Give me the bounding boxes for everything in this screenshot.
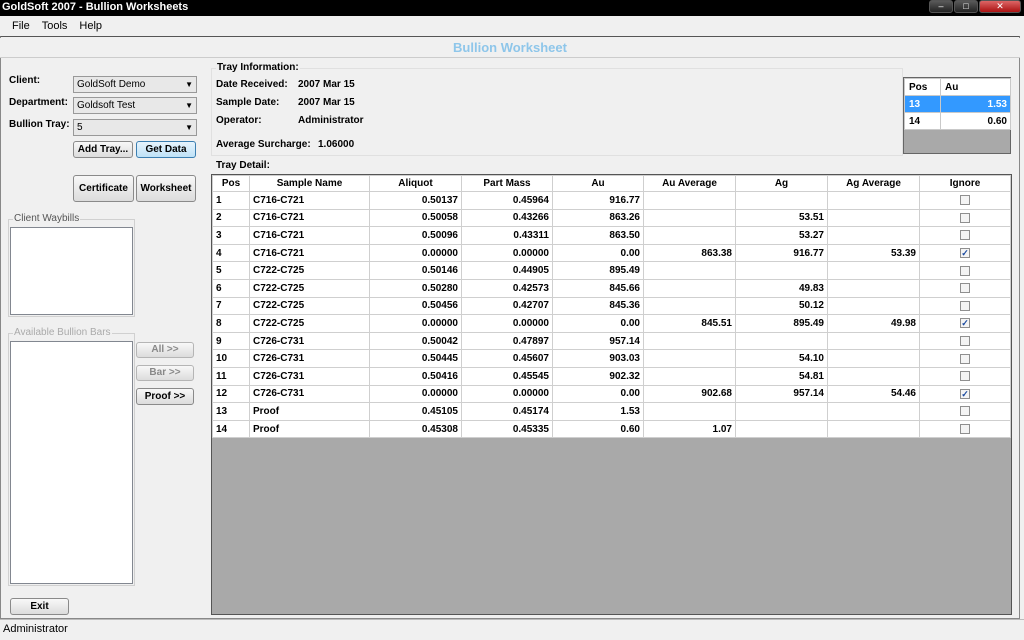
ignore-checkbox[interactable]: ✓	[961, 388, 969, 399]
cell-pos: 10	[213, 350, 250, 368]
column-header-ag-average[interactable]: Ag Average	[828, 176, 920, 192]
cell-pos: 14	[213, 420, 250, 438]
window-controls	[929, 0, 1021, 14]
cell-au: 863.26	[553, 209, 644, 227]
average-surcharge-label: Average Surcharge:	[216, 139, 311, 150]
pos-au-cell: 1.53	[941, 96, 1011, 113]
status-bar	[0, 619, 1024, 640]
worksheet-button[interactable]: Worksheet	[136, 175, 196, 202]
cell-aliquot: 0.50456	[370, 297, 462, 315]
cell-au-average	[644, 192, 736, 210]
tray-information-title: Tray Information:	[217, 62, 299, 73]
pos-au-row[interactable]	[905, 113, 1011, 130]
column-header-au[interactable]: Au	[553, 176, 644, 192]
table-row[interactable]	[213, 297, 1011, 315]
cell-au-average	[644, 227, 736, 245]
cell-aliquot: 0.00000	[370, 385, 462, 403]
cell-part-mass: 0.47897	[462, 332, 553, 350]
bullion-tray-label: Bullion Tray:	[9, 119, 70, 130]
cell-ag-average	[828, 262, 920, 280]
cell-au: 0.00	[553, 315, 644, 333]
client-select[interactable]	[73, 76, 197, 93]
cell-ignore[interactable]	[920, 315, 1011, 333]
cell-ag-average	[828, 403, 920, 421]
table-row[interactable]	[213, 315, 1011, 333]
client-label: Client:	[9, 75, 41, 86]
cell-pos: 11	[213, 367, 250, 385]
cell-ag: 53.27	[736, 227, 828, 245]
cell-ag	[736, 262, 828, 280]
column-header-au-average[interactable]: Au Average	[644, 176, 736, 192]
cell-part-mass: 0.42573	[462, 279, 553, 297]
cell-pos: 12	[213, 385, 250, 403]
status-text: Administrator	[3, 623, 68, 635]
table-row[interactable]	[213, 279, 1011, 297]
cell-ignore[interactable]	[920, 279, 1011, 297]
cell-sample-name: C726-C731	[250, 332, 370, 350]
ignore-checkbox[interactable]	[960, 336, 970, 346]
cell-aliquot: 0.50445	[370, 350, 462, 368]
cell-sample-name: C716-C721	[250, 227, 370, 245]
cell-sample-name: C716-C721	[250, 192, 370, 210]
cell-ag: 54.10	[736, 350, 828, 368]
client-select-value: GoldSoft Demo	[77, 79, 146, 90]
average-surcharge-value: 1.06000	[318, 139, 355, 150]
sample-date-value: 2007 Mar 15	[298, 97, 355, 108]
cell-au-average: 902.68	[644, 385, 736, 403]
cell-sample-name: C722-C725	[250, 297, 370, 315]
ignore-checkbox[interactable]	[960, 371, 970, 381]
column-header-ignore[interactable]: Ignore	[920, 176, 1011, 192]
bullion-tray-select[interactable]	[73, 119, 197, 136]
cell-ag	[736, 332, 828, 350]
cell-ag-average	[828, 297, 920, 315]
add-tray-button[interactable]: Add Tray...	[73, 141, 133, 158]
add-proof-button[interactable]: Proof >>	[136, 388, 194, 405]
cell-ignore[interactable]	[920, 350, 1011, 368]
cell-ignore[interactable]	[920, 192, 1011, 210]
cell-ag-average	[828, 192, 920, 210]
column-header-aliquot[interactable]: Aliquot	[370, 176, 462, 192]
certificate-button[interactable]: Certificate	[73, 175, 134, 202]
exit-button[interactable]: Exit	[10, 598, 69, 615]
table-row[interactable]	[213, 403, 1011, 421]
cell-sample-name: C716-C721	[250, 209, 370, 227]
cell-ignore[interactable]	[920, 209, 1011, 227]
cell-aliquot: 0.50137	[370, 192, 462, 210]
cell-part-mass: 0.45545	[462, 367, 553, 385]
cell-au: 0.60	[553, 420, 644, 438]
column-header-ag[interactable]: Ag	[736, 176, 828, 192]
ignore-checkbox[interactable]	[960, 195, 970, 205]
ignore-checkbox[interactable]	[960, 230, 970, 240]
cell-aliquot: 0.50416	[370, 367, 462, 385]
minimize-button[interactable]: –	[929, 0, 953, 13]
cell-ignore[interactable]	[920, 385, 1011, 403]
bullion-bars-list[interactable]	[10, 341, 133, 584]
all-bars-button[interactable]: All >>	[136, 342, 194, 358]
ignore-checkbox[interactable]	[960, 266, 970, 276]
cell-au: 845.36	[553, 297, 644, 315]
cell-ag: 895.49	[736, 315, 828, 333]
chevron-down-icon: ▼	[185, 80, 193, 89]
cell-ag-average: 53.39	[828, 244, 920, 262]
table-row[interactable]	[213, 244, 1011, 262]
window-title: GoldSoft 2007 - Bullion Worksheets	[2, 1, 189, 13]
cell-pos: 2	[213, 209, 250, 227]
cell-au-average	[644, 350, 736, 368]
cell-pos: 8	[213, 315, 250, 333]
cell-part-mass: 0.43311	[462, 227, 553, 245]
menu-file[interactable]: File	[12, 20, 30, 32]
cell-au-average	[644, 279, 736, 297]
cell-au: 895.49	[553, 262, 644, 280]
cell-sample-name: C726-C731	[250, 367, 370, 385]
pos-au-cell: 13	[905, 96, 941, 113]
cell-aliquot: 0.45105	[370, 403, 462, 421]
pos-au-header-pos: Pos	[905, 79, 941, 96]
cell-ag: 50.12	[736, 297, 828, 315]
cell-au-average	[644, 403, 736, 421]
cell-sample-name: C722-C725	[250, 315, 370, 333]
ignore-checkbox[interactable]	[960, 406, 970, 416]
cell-au-average: 1.07	[644, 420, 736, 438]
cell-aliquot: 0.00000	[370, 315, 462, 333]
cell-ag-average: 54.46	[828, 385, 920, 403]
cell-ag-average	[828, 350, 920, 368]
table-row[interactable]	[213, 420, 1011, 438]
cell-sample-name: C722-C725	[250, 279, 370, 297]
cell-ag: 54.81	[736, 367, 828, 385]
cell-aliquot: 0.00000	[370, 244, 462, 262]
cell-au: 916.77	[553, 192, 644, 210]
ignore-checkbox[interactable]: ✓	[961, 318, 969, 329]
date-received-value: 2007 Mar 15	[298, 79, 355, 90]
cell-part-mass: 0.00000	[462, 315, 553, 333]
cell-part-mass: 0.42707	[462, 297, 553, 315]
menu-help[interactable]: Help	[79, 20, 103, 32]
cell-ignore[interactable]	[920, 244, 1011, 262]
title-bar	[0, 0, 1024, 16]
page-title: Bullion Worksheet	[0, 38, 1020, 58]
cell-part-mass: 0.45607	[462, 350, 553, 368]
cell-au-average: 845.51	[644, 315, 736, 333]
cell-sample-name: C726-C731	[250, 385, 370, 403]
department-select[interactable]	[73, 97, 197, 114]
get-data-button[interactable]: Get Data	[136, 141, 196, 158]
pos-au-header-au: Au	[941, 79, 1011, 96]
cell-au-average	[644, 367, 736, 385]
menu-bar	[0, 16, 1024, 36]
cell-ag-average: 49.98	[828, 315, 920, 333]
add-bar-button[interactable]: Bar >>	[136, 365, 194, 381]
cell-pos: 5	[213, 262, 250, 280]
ignore-checkbox[interactable]: ✓	[961, 247, 969, 258]
cell-ignore[interactable]	[920, 367, 1011, 385]
cell-pos: 7	[213, 297, 250, 315]
tray-detail-table	[212, 175, 1011, 438]
table-row[interactable]	[213, 262, 1011, 280]
cell-part-mass: 0.44905	[462, 262, 553, 280]
cell-ignore[interactable]	[920, 227, 1011, 245]
cell-part-mass: 0.45964	[462, 192, 553, 210]
cell-ag	[736, 403, 828, 421]
tray-detail-title: Tray Detail:	[216, 160, 270, 171]
cell-ag-average	[828, 420, 920, 438]
cell-ag-average	[828, 227, 920, 245]
cell-sample-name: C726-C731	[250, 350, 370, 368]
ignore-checkbox[interactable]	[960, 301, 970, 311]
cell-aliquot: 0.50146	[370, 262, 462, 280]
cell-aliquot: 0.50280	[370, 279, 462, 297]
cell-sample-name: C716-C721	[250, 244, 370, 262]
cell-ag: 916.77	[736, 244, 828, 262]
table-row[interactable]	[213, 367, 1011, 385]
close-button[interactable]: ✕	[979, 0, 1021, 13]
cell-sample-name: Proof	[250, 420, 370, 438]
cell-sample-name: C722-C725	[250, 262, 370, 280]
cell-ignore[interactable]	[920, 420, 1011, 438]
cell-au: 1.53	[553, 403, 644, 421]
table-row[interactable]	[213, 209, 1011, 227]
cell-ag: 49.83	[736, 279, 828, 297]
cell-au: 0.00	[553, 244, 644, 262]
operator-value: Administrator	[298, 115, 364, 126]
cell-au-average	[644, 297, 736, 315]
cell-aliquot: 0.50058	[370, 209, 462, 227]
cell-au-average	[644, 209, 736, 227]
pos-au-grid[interactable]	[903, 77, 1011, 154]
maximize-button[interactable]: □	[954, 0, 978, 13]
cell-au-average: 863.38	[644, 244, 736, 262]
column-header-sample-name[interactable]: Sample Name	[250, 176, 370, 192]
cell-au: 903.03	[553, 350, 644, 368]
cell-ignore[interactable]	[920, 403, 1011, 421]
cell-aliquot: 0.50042	[370, 332, 462, 350]
cell-ag	[736, 420, 828, 438]
cell-pos: 4	[213, 244, 250, 262]
operator-label: Operator:	[216, 115, 262, 126]
cell-pos: 1	[213, 192, 250, 210]
cell-au-average	[644, 332, 736, 350]
ignore-checkbox[interactable]	[960, 283, 970, 293]
client-waybills-title: Client Waybills	[14, 213, 80, 224]
date-received-label: Date Received:	[216, 79, 288, 90]
cell-ignore[interactable]	[920, 332, 1011, 350]
cell-ag-average	[828, 367, 920, 385]
table-row[interactable]	[213, 385, 1011, 403]
cell-ignore[interactable]	[920, 262, 1011, 280]
cell-ag-average	[828, 209, 920, 227]
cell-ag-average	[828, 332, 920, 350]
cell-aliquot: 0.45308	[370, 420, 462, 438]
cell-part-mass: 0.45335	[462, 420, 553, 438]
menu-tools[interactable]: Tools	[41, 20, 68, 32]
cell-sample-name: Proof	[250, 403, 370, 421]
table-row[interactable]	[213, 192, 1011, 210]
pos-au-row-selected[interactable]	[905, 96, 1011, 113]
bullion-bars-title: Available Bullion Bars	[14, 327, 111, 338]
department-label: Department:	[9, 97, 68, 108]
cell-au: 957.14	[553, 332, 644, 350]
table-row[interactable]	[213, 227, 1011, 245]
client-waybills-list[interactable]	[10, 227, 133, 315]
cell-part-mass: 0.00000	[462, 385, 553, 403]
cell-au: 863.50	[553, 227, 644, 245]
cell-au: 902.32	[553, 367, 644, 385]
cell-ignore[interactable]	[920, 297, 1011, 315]
cell-au: 845.66	[553, 279, 644, 297]
cell-au: 0.00	[553, 385, 644, 403]
chevron-down-icon: ▼	[185, 101, 193, 110]
pos-au-cell: 14	[905, 113, 941, 130]
ignore-checkbox[interactable]	[960, 213, 970, 223]
ignore-checkbox[interactable]	[960, 354, 970, 364]
cell-pos: 13	[213, 403, 250, 421]
cell-pos: 9	[213, 332, 250, 350]
column-header-part-mass[interactable]: Part Mass	[462, 176, 553, 192]
chevron-down-icon: ▼	[185, 123, 193, 132]
pos-au-cell: 0.60	[941, 113, 1011, 130]
cell-ag: 53.51	[736, 209, 828, 227]
column-header-pos[interactable]: Pos	[213, 176, 250, 192]
cell-ag-average	[828, 279, 920, 297]
tray-detail-grid[interactable]	[211, 174, 1012, 615]
ignore-checkbox[interactable]	[960, 424, 970, 434]
table-row[interactable]	[213, 332, 1011, 350]
cell-part-mass: 0.45174	[462, 403, 553, 421]
cell-pos: 3	[213, 227, 250, 245]
cell-pos: 6	[213, 279, 250, 297]
cell-part-mass: 0.00000	[462, 244, 553, 262]
cell-ag	[736, 192, 828, 210]
sample-date-label: Sample Date:	[216, 97, 280, 108]
table-row[interactable]	[213, 350, 1011, 368]
cell-ag: 957.14	[736, 385, 828, 403]
department-select-value: Goldsoft Test	[77, 100, 136, 111]
bullion-tray-select-value: 5	[77, 122, 83, 133]
cell-part-mass: 0.43266	[462, 209, 553, 227]
cell-aliquot: 0.50096	[370, 227, 462, 245]
cell-au-average	[644, 262, 736, 280]
